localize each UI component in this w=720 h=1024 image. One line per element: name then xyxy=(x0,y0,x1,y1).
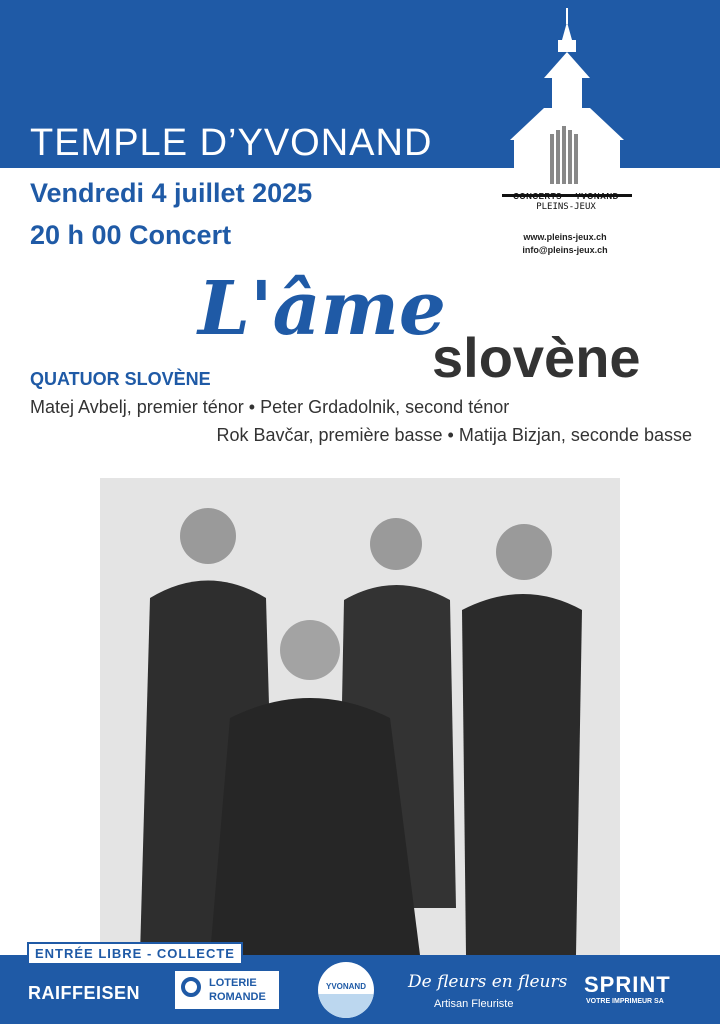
concert-title-sub: slovène xyxy=(432,326,641,389)
church-organ-icon xyxy=(492,0,642,262)
loterie-line-2: ROMANDE xyxy=(209,991,266,1003)
organizer-logo xyxy=(492,0,642,262)
entry-badge: ENTRÉE LIBRE - COLLECTE xyxy=(27,942,243,965)
loterie-romande-logo xyxy=(174,970,280,1010)
venue-title: TEMPLE D’YVONAND xyxy=(30,122,433,164)
loterie-ring-icon xyxy=(181,977,201,997)
organizer-contact xyxy=(505,231,625,257)
concert-title-main: L'âme xyxy=(198,266,447,352)
concert-time: 20 h 00 Concert xyxy=(30,220,232,250)
quartet-photo-illustration xyxy=(100,478,620,955)
website-link[interactable]: www.pleins-jeux.ch xyxy=(523,232,607,242)
email-link[interactable]: info@pleins-jeux.ch xyxy=(522,245,608,255)
organizer-brand: PLEINS-JEUX xyxy=(536,202,596,212)
ensemble-name: QUATUOR SLOVÈNE xyxy=(30,369,211,389)
cast-line-1: Matej Avbelj, premier ténor • Peter Grdadolnik, second ténor xyxy=(30,397,510,417)
sprint-logo-tagline: VOTRE IMPRIMEUR SA xyxy=(586,998,664,1005)
loterie-line-1: LOTERIE xyxy=(209,977,257,989)
fleurs-logo-tagline: Artisan Fleuriste xyxy=(434,998,514,1010)
organizer-name-left: CONCERTS xyxy=(513,192,562,201)
cast-line-2: Rok Bavčar, première basse • Matija Bizjan, seconde basse xyxy=(216,425,692,445)
quartet-photo xyxy=(100,478,620,955)
yvonand-logo xyxy=(318,962,374,1018)
sprint-logo-name: SPRINT xyxy=(584,972,671,997)
yvonand-label: YVONAND xyxy=(325,982,366,991)
raiffeisen-logo: RAIFFEISEN xyxy=(28,983,141,1003)
fleurs-logo-name: De fleurs en fleurs xyxy=(408,972,568,992)
lake-wave-icon xyxy=(318,994,374,1018)
organizer-name xyxy=(499,192,633,201)
concert-date: Vendredi 4 juillet 2025 xyxy=(30,178,313,208)
organizer-name-right: YVONAND xyxy=(575,192,619,201)
